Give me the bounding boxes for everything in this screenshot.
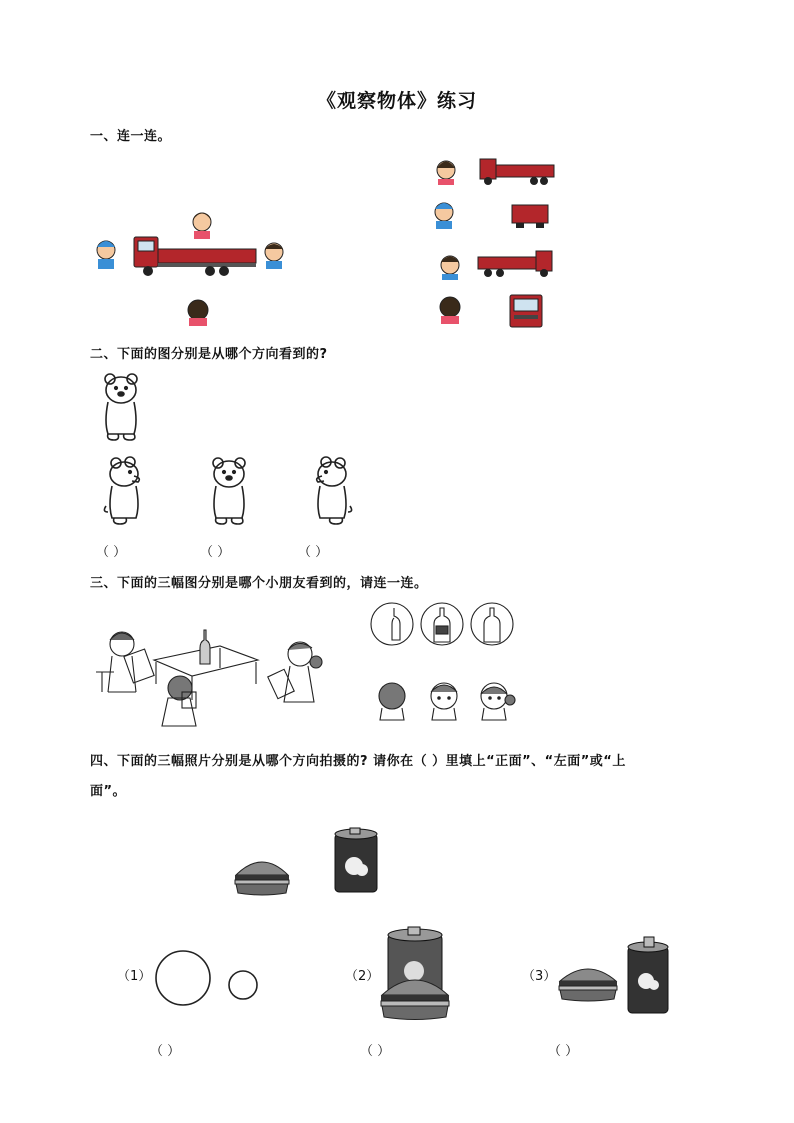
truck-icon [134, 237, 256, 276]
boy-view-2-icon [435, 203, 453, 229]
truck-back-view-icon [512, 205, 548, 228]
bottle-view-1-icon [371, 603, 413, 645]
boy-drawing-icon [96, 632, 154, 692]
table-scene [92, 622, 342, 737]
truck-side-view-2-icon [478, 251, 552, 277]
bear-front-small-icon [213, 458, 245, 524]
q4-answer-blank-2[interactable]: （ ） [360, 1044, 391, 1059]
can-top-view-icon [229, 971, 257, 999]
bear-reference [100, 372, 145, 442]
girl-face-icon [481, 683, 515, 720]
question-4-line-1: 四、下面的三幅照片分别是从哪个方向拍摄的? 请你在（ ）里填上“正面”、“左面”或“上 [90, 754, 626, 769]
bear-side-left-icon [104, 457, 139, 524]
bear-view-back [208, 456, 253, 526]
hamburger-top-view-icon [156, 951, 210, 1005]
boy-right-icon [265, 243, 283, 269]
question-1: 一、连一连。 [90, 129, 172, 144]
hamburger-icon [235, 862, 289, 895]
truck-front-view-icon [510, 295, 542, 327]
photo-label-2: （2） [345, 969, 380, 984]
truck-side-view-icon [480, 159, 554, 185]
girl-view-1-icon [437, 161, 455, 185]
boy-left-icon [97, 241, 115, 269]
view-options [430, 155, 560, 330]
bear-view-right [308, 456, 353, 526]
girl-top-icon [193, 213, 211, 239]
bottle-views [370, 600, 515, 650]
q2-answer-blank-3[interactable]: （ ） [298, 545, 329, 560]
girl-back-drawing-icon [162, 676, 196, 726]
can-reference [332, 826, 382, 896]
question-2: 二、下面的图分别是从哪个方向看到的? [90, 347, 328, 362]
boy-face-icon [431, 683, 457, 720]
question-4-line-2: 面”。 [90, 784, 127, 799]
can-side-icon [628, 937, 668, 1013]
truck-scene [92, 205, 292, 330]
boy-view-3-icon [441, 256, 459, 280]
photo-3 [556, 935, 671, 1020]
girl-bottom-icon [188, 300, 208, 326]
photo-2 [380, 925, 450, 1025]
bear-side-right-icon [317, 457, 352, 524]
q2-answer-blank-2[interactable]: （ ） [200, 545, 231, 560]
bottle-view-3-icon [471, 603, 513, 645]
q2-answer-blank-1[interactable]: （ ） [96, 545, 127, 560]
photo-label-1: （1） [117, 969, 152, 984]
girl-back-head-icon [379, 683, 405, 720]
bear-front-icon [105, 374, 137, 440]
q4-answer-blank-3[interactable]: （ ） [548, 1044, 579, 1059]
q4-answer-blank-1[interactable]: （ ） [150, 1044, 181, 1059]
soda-can-icon [335, 828, 377, 892]
bottle-view-2-icon [421, 603, 463, 645]
hamburger-side-icon [559, 969, 617, 1001]
photo-1 [155, 950, 265, 1010]
bear-view-left [104, 456, 149, 526]
photo-label-3: （3） [522, 969, 557, 984]
page-title: 《观察物体》练习 [316, 90, 477, 112]
question-3: 三、下面的三幅图分别是哪个小朋友看到的，请连一连。 [90, 576, 428, 591]
kids-heads [372, 678, 517, 723]
girl-view-4-icon [440, 297, 460, 324]
hamburger-reference [232, 853, 292, 898]
girl-side-drawing-icon [268, 642, 322, 702]
